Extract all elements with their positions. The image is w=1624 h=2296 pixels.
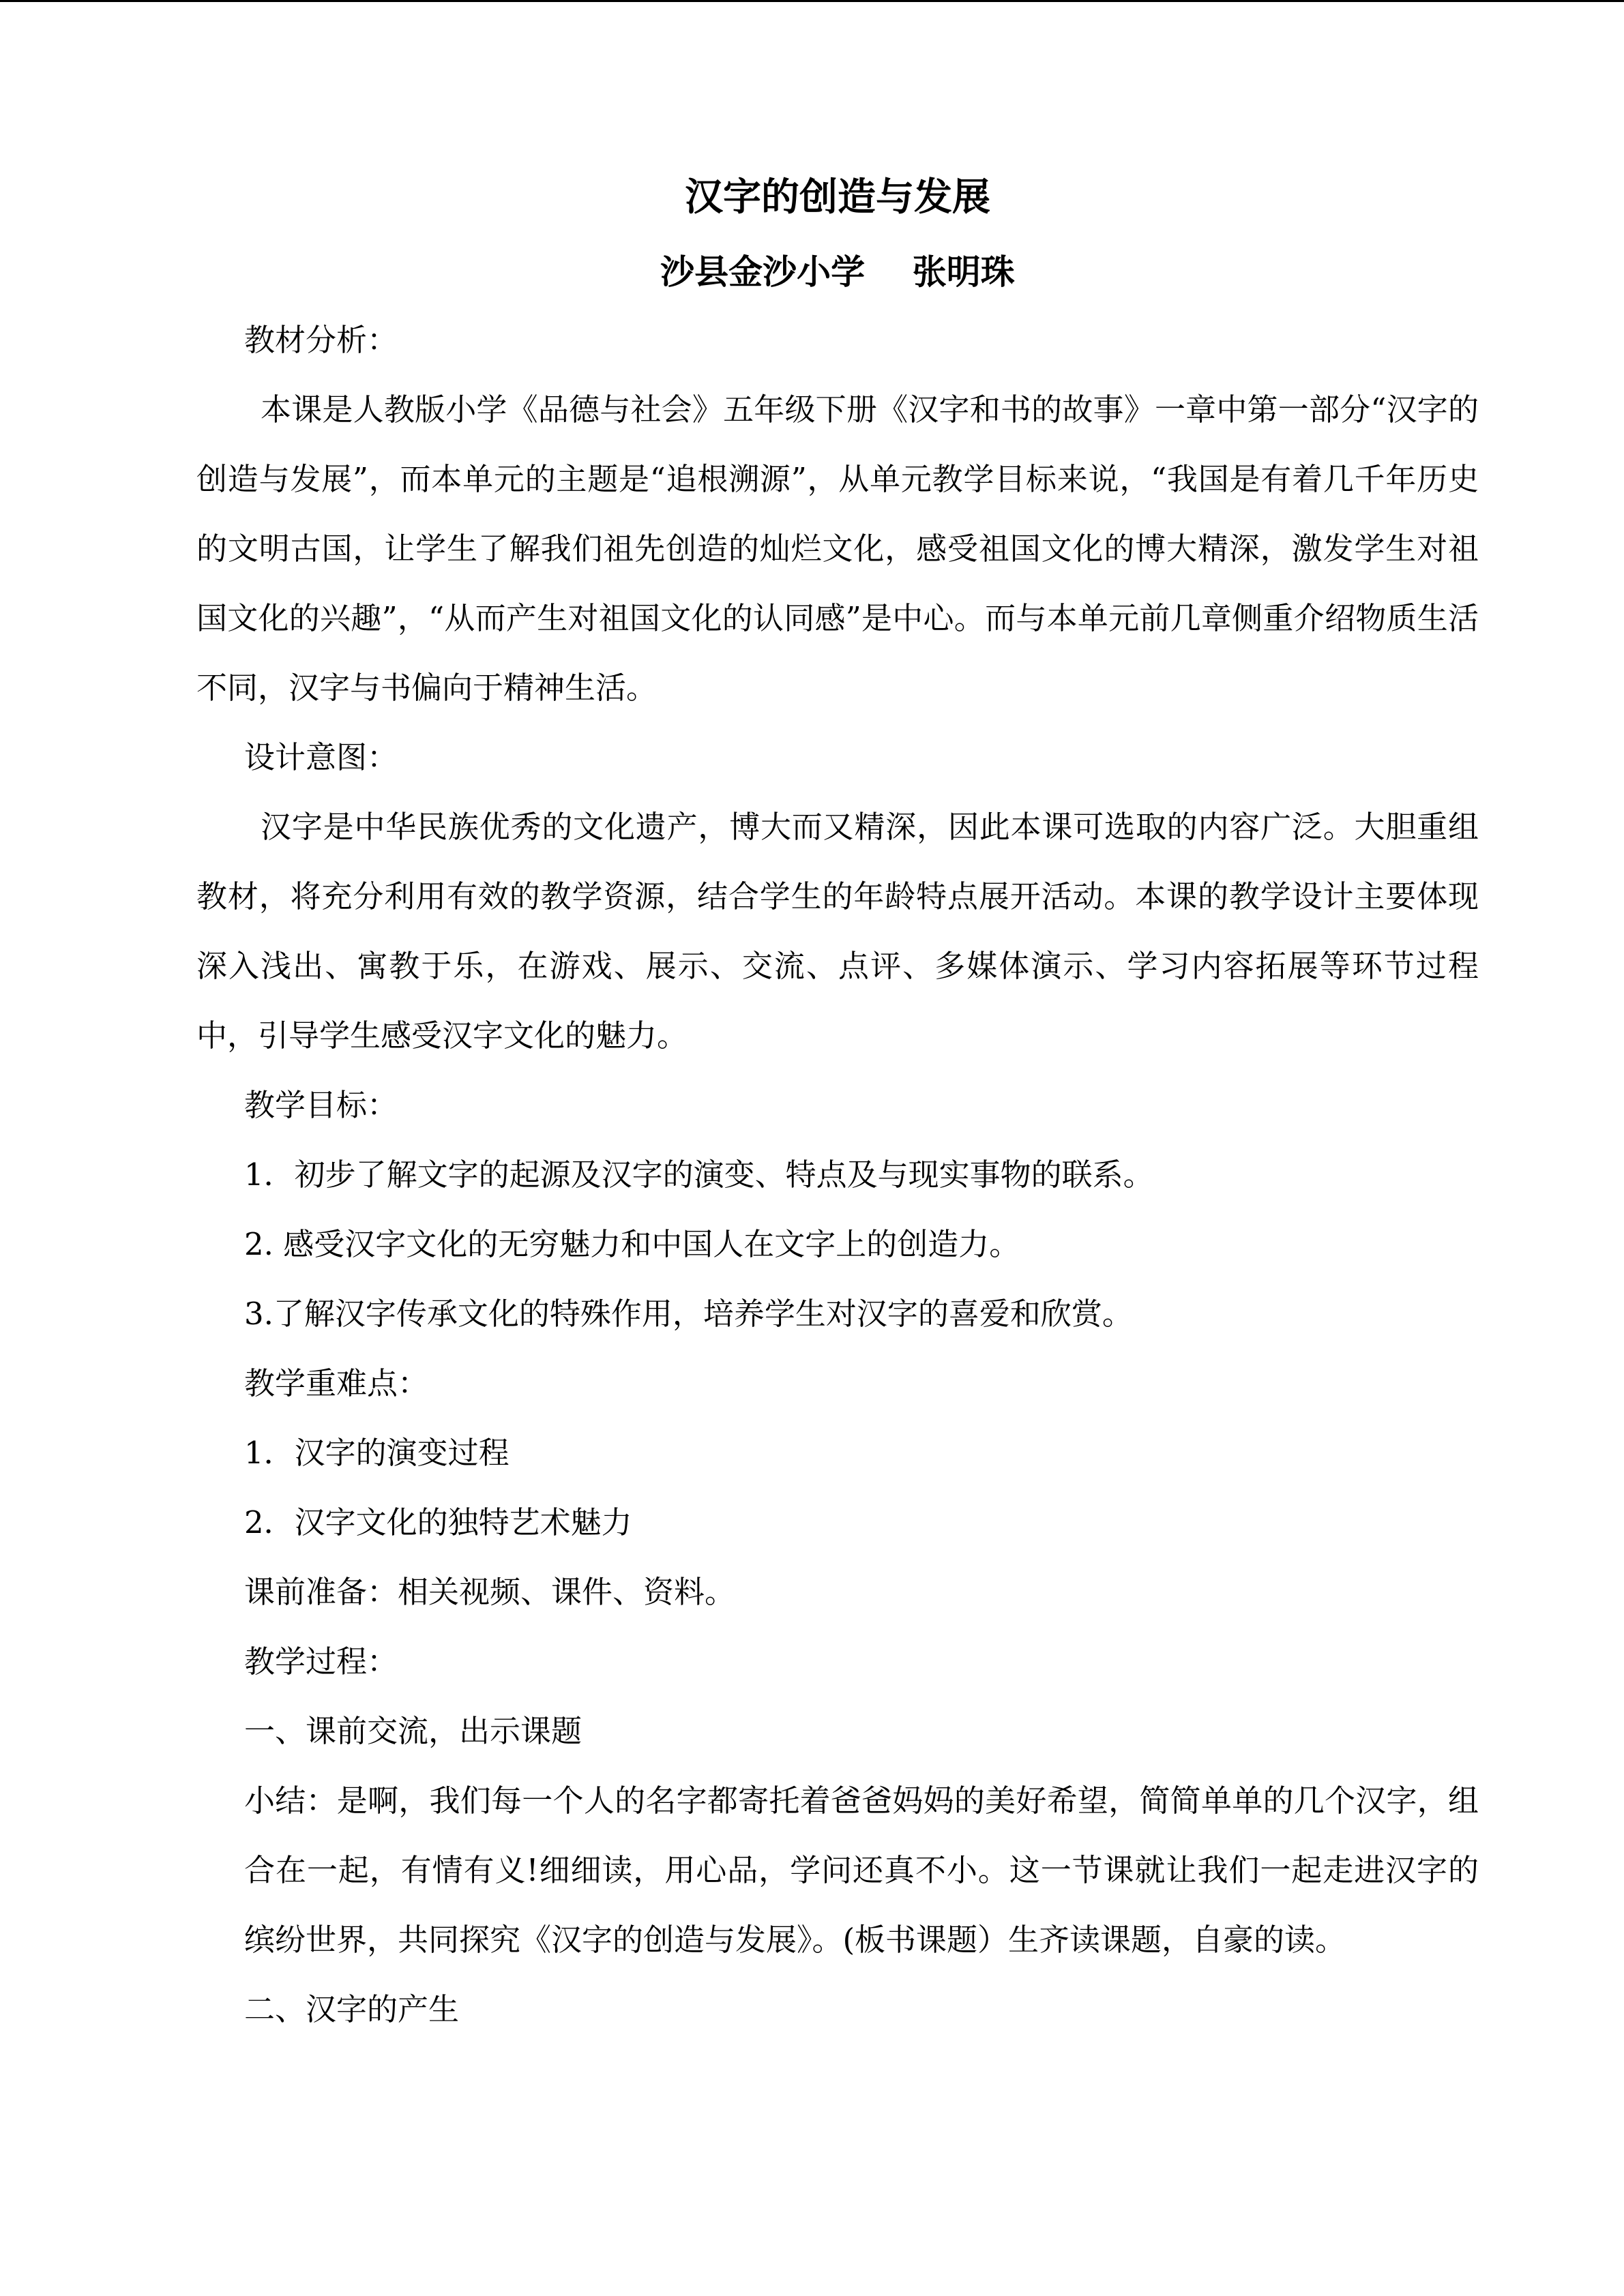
paragraph-textbook-analysis: 本课是人教版小学《品德与社会》五年级下册《汉字和书的故事》一章中第一部分“汉字的创造与发展”，而本单元的主题是“追根溯源”，从单元教学目标来说，“我国是有着几千年历史的文明古国，让学生了解我们祖先创造的灿烂文化，感受祖国文化的博大精深，激发学生对祖国文化的兴趣”，“从而产生对祖国文化的认同感”是中心。而与本单元前几章侧重介绍物质生活不同，汉字与书偏向于精神生活。: [196, 391, 1479, 706]
goal-item-3: 3.了解汉字传承文化的特殊作用，培养学生对汉字的喜爱和欣赏。: [244, 1296, 1133, 1332]
document-title: 汉字的创造与发展: [685, 175, 990, 220]
heading-design-intent: 设计意图：: [244, 739, 398, 775]
heading-teaching-goals: 教学目标：: [244, 1087, 398, 1123]
heading-key-difficulties: 教学重难点：: [244, 1365, 429, 1401]
heading-textbook-analysis: 教材分析：: [244, 322, 398, 358]
preparation-line: 课前准备：相关视频、课件、资料。: [244, 1574, 736, 1610]
goal-item-1: 1．初步了解文字的起源及汉字的演变、特点及与现实事物的联系。: [244, 1157, 1154, 1193]
paragraph-design-intent: 汉字是中华民族优秀的文化遗产，博大而又精深，因此本课可选取的内容广泛。大胆重组教材，将充分利用有效的教学资源，结合学生的年龄特点展开活动。本课的教学设计主要体现深入浅出、寓教于乐，在游戏、展示、交流、点评、多媒体演示、学习内容拓展等环节过程中，引导学生感受汉字文化的魅力。: [196, 809, 1479, 1054]
paragraph-summary: 小结：是啊，我们每一个人的名字都寄托着爸爸妈妈的美好希望，简简单单的几个汉字，组合在一起，有情有义!细细读，用心品，学问还真不小。这一节课就让我们一起走进汉字的缤纷世界，共同探究《汉字的创造与发展》。(板书课题）生齐读课题，自豪的读。: [244, 1783, 1479, 1958]
goal-item-2: 2. 感受汉字文化的无穷魅力和中国人在文字上的创造力。: [244, 1226, 1020, 1262]
difficulty-item-2: 2．汉字文化的独特艺术魅力: [244, 1504, 632, 1540]
difficulty-item-1: 1．汉字的演变过程: [244, 1435, 510, 1471]
page-top-border: [0, 0, 1624, 2]
step-one-heading: 一、课前交流，出示课题: [244, 1713, 582, 1749]
heading-teaching-process: 教学过程：: [244, 1643, 398, 1680]
step-two-heading: 二、汉字的产生: [244, 1991, 460, 2027]
author-line: 沙县金沙小学 张明珠: [660, 252, 1015, 292]
document-page: [196, 157, 1479, 2044]
